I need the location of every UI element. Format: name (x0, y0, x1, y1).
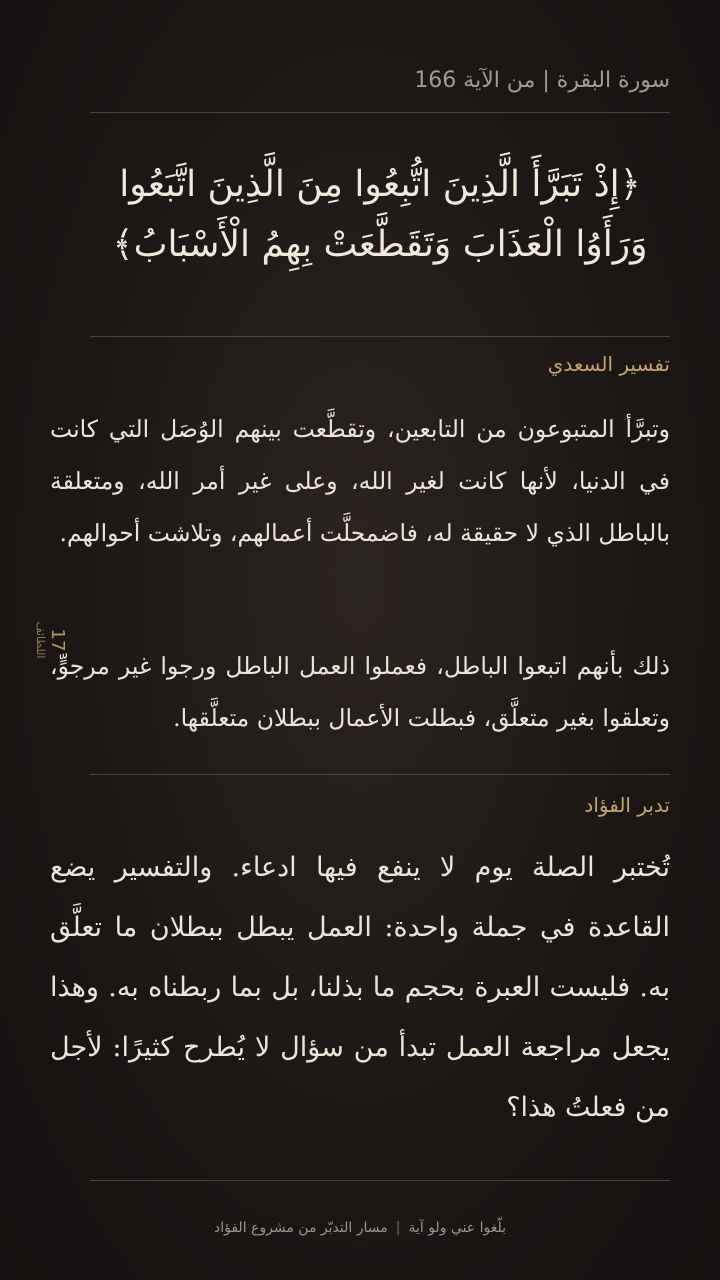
tafsir-paragraph-2: ذلك بأنهم اتبعوا الباطل، فعملوا العمل الباطل ورجوا غير مرجوٍّ، وتعلقوا بغير متعلَّق، فبطلت الأعمال ببطلان متعلَّقها. (50, 652, 670, 732)
side-page-tag (8, 610, 68, 670)
surah-header: سورة البقرة | من الآية 166 (414, 68, 670, 93)
side-page-word: اللطائف (34, 621, 47, 659)
tadabbur-label: تدبر الفؤاد (584, 793, 670, 817)
footer-divider (90, 1180, 670, 1181)
tafsir-label: تفسير السعدي (547, 352, 670, 376)
verse-block (90, 155, 670, 275)
footer-separator: | (395, 1220, 401, 1236)
tadabbur-paragraph: تُختبر الصلة يوم لا ينفع فيها ادعاء. والتفسير يضع القاعدة في جملة واحدة: العمل يبطل ببطلان ما تعلَّق به. فليست العبرة بحجم ما بذلنا، بل بما ربطناه به. وهذا يجعل مراجعة العمل تبدأ من سؤال لا يُطرح كثيرًا: لأجل من فعلتُ هذا؟ (50, 852, 670, 1123)
footer-project: مسار التدبّر من مشروع الفؤاد (213, 1220, 388, 1236)
side-page-number: 17 (47, 628, 68, 652)
tafsir-paragraph-1: وتبرَّأ المتبوعون من التابعين، وتقطَّعت بينهم الوُصَل التي كانت في الدنيا، لأنها كانت لغير الله، وعلى غير أمر الله، ومتعلقة بالباطل الذي لا حقيقة له، فاضمحلَّت أعمالهم، وتلاشت أحوالهم. (50, 415, 670, 547)
footer-slogan: بلّغوا عني ولو آية (408, 1220, 507, 1236)
tafsir-divider (90, 774, 670, 775)
verse-divider (90, 336, 670, 337)
verse-line-2: وَرَأَوُا الْعَذَابَ وَتَقَطَّعَتْ بِهِمُ الْأَسْبَابُ﴾ (112, 224, 648, 265)
footer (0, 1220, 720, 1236)
header-divider (90, 112, 670, 113)
verse-line-1: ﴿إِذْ تَبَرَّأَ الَّذِينَ اتُّبِعُوا مِنَ الَّذِينَ اتَّبَعُوا (119, 164, 641, 205)
